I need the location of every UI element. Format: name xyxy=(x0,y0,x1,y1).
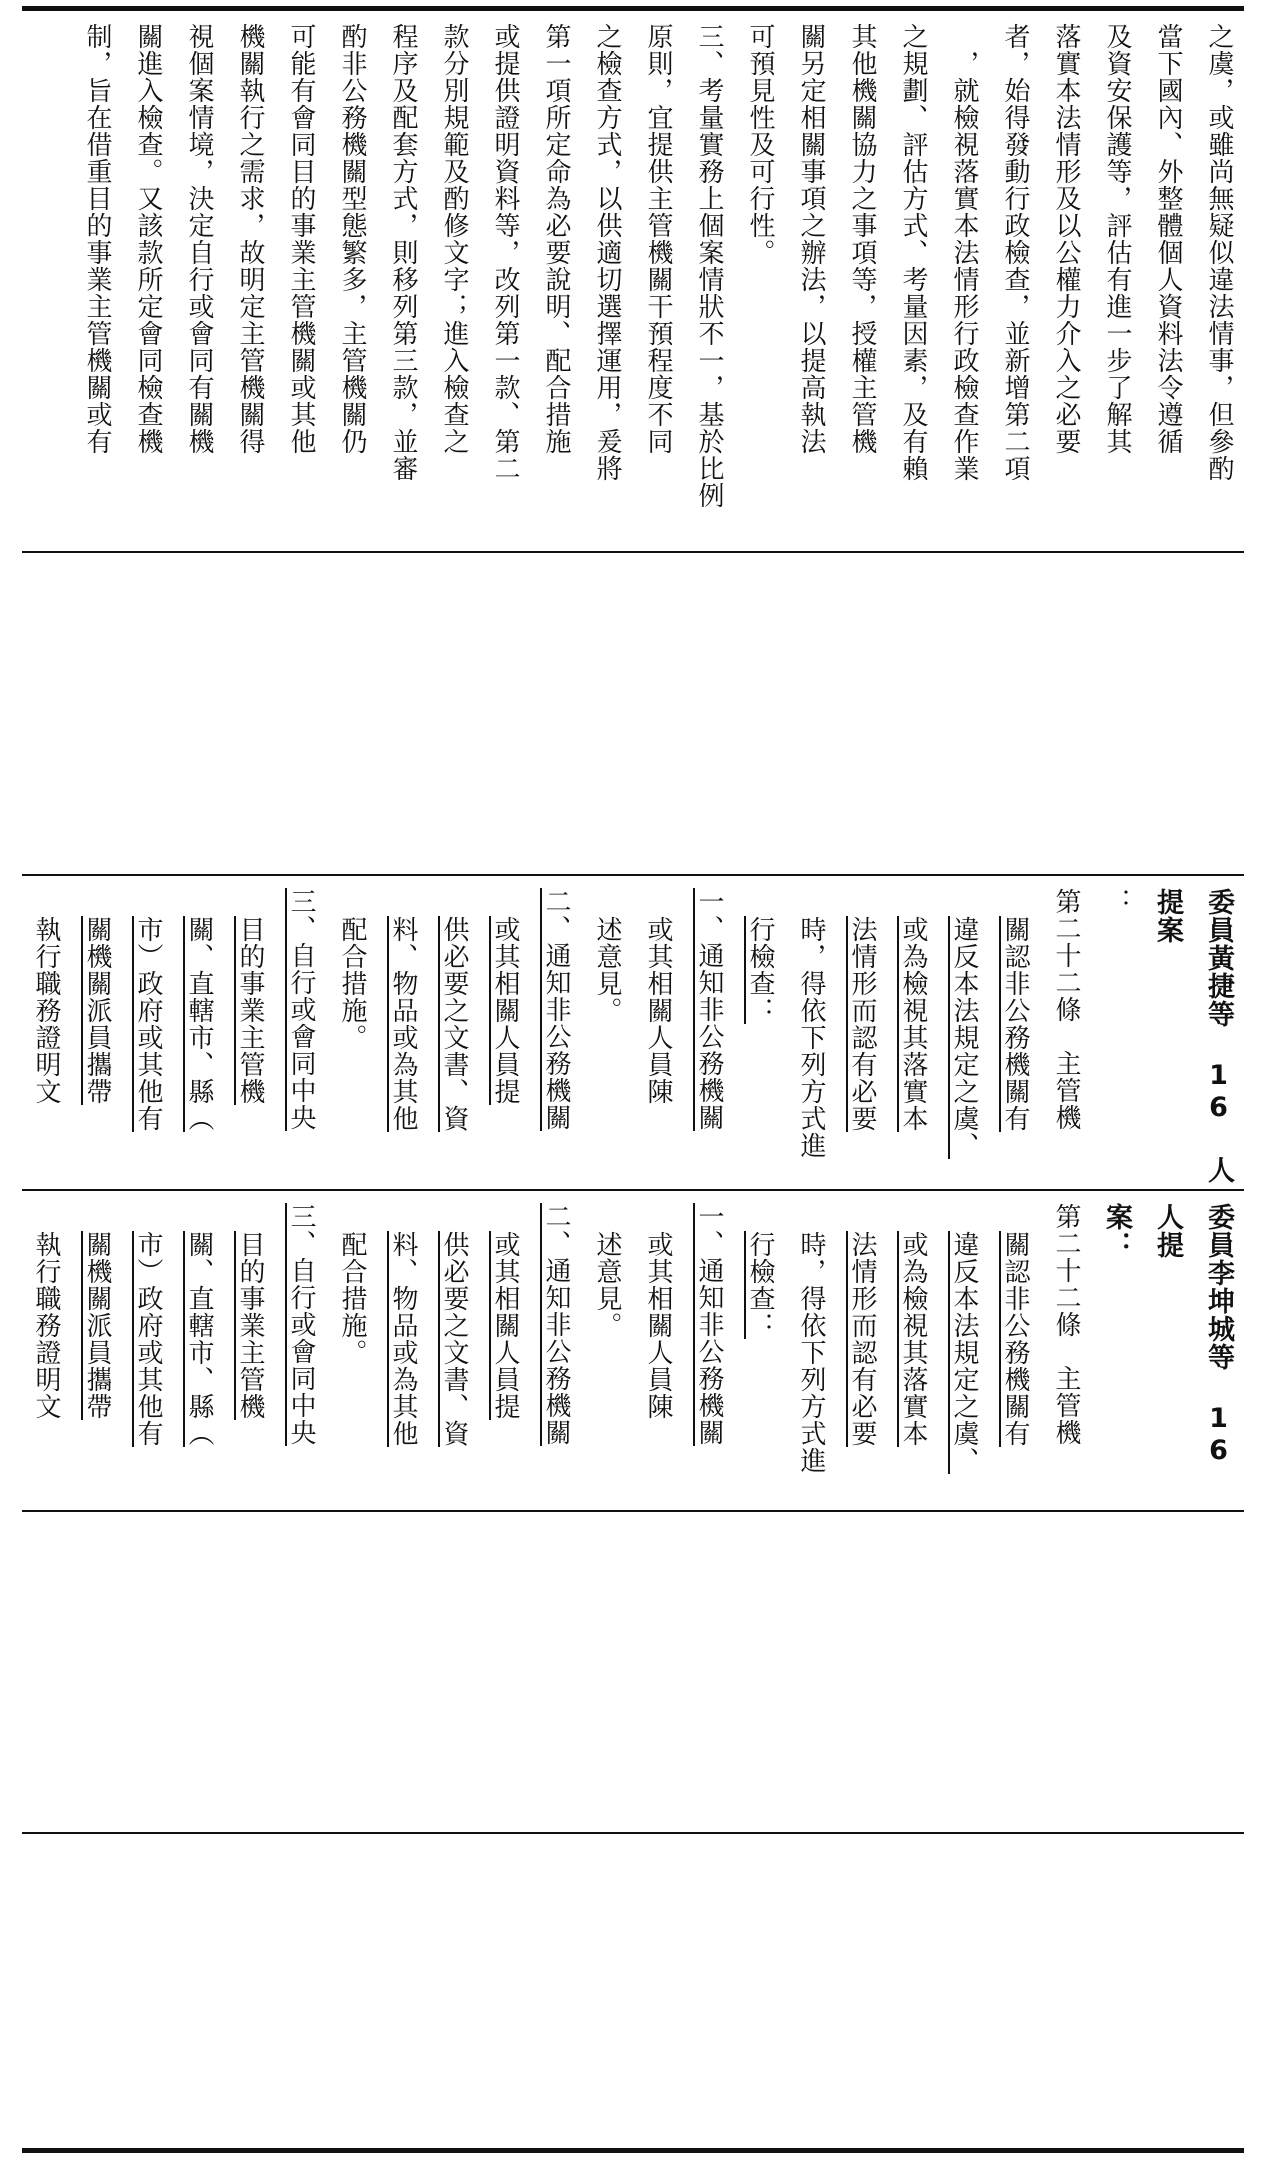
huang-proposal-colon: ： xyxy=(1102,888,1132,915)
explanation-cell xyxy=(22,11,1244,551)
article-line: 關、直轄市、縣（ xyxy=(184,1231,214,1447)
article-line: 關、直轄市、縣（ xyxy=(184,916,214,1132)
explanation-line: 其他機關協力之事項等，授權主管機 xyxy=(847,23,877,455)
article-line: 配合措施。 xyxy=(337,1231,367,1366)
article-line: 或其相關人員陳 xyxy=(643,916,673,1105)
article-line: 關機關派員攜帶 xyxy=(82,916,112,1105)
explanation-line: ，就檢視落實本法情形行政檢查作業 xyxy=(949,23,979,482)
article-line: 行檢查： xyxy=(745,916,775,1024)
article-line: 第二十二條 主管機 xyxy=(1051,888,1081,1131)
article-line: 目的事業主管機 xyxy=(235,916,265,1105)
explanation-line: 程序及配套方式，則移列第三款，並審 xyxy=(388,23,418,482)
explanation-line: 可能有會同目的事業主管機關或其他 xyxy=(286,23,316,455)
article-line: 違反本法規定之虞、 xyxy=(949,1231,979,1474)
explanation-line: 及資安保護等，評估有進一步了解其 xyxy=(1102,23,1132,455)
article-line: 執行職務證明文 xyxy=(31,1231,61,1420)
explanation-line: 可預見性及可行性。 xyxy=(745,23,775,266)
explanation-line: 視個案情境，決定自行或會同有關機 xyxy=(184,23,214,455)
explanation-line: 三、考量實務上個案情狀不一，基於比例 xyxy=(694,23,724,509)
huang-proposal-title: 委員黃捷等 16 人提案 xyxy=(1152,888,1234,1184)
article-line: 時，得依下列方式進 xyxy=(796,1231,826,1474)
bottom-border xyxy=(22,2148,1244,2153)
divider-1 xyxy=(22,551,1244,553)
explanation-line: 原則，宜提供主管機關干預程度不同 xyxy=(643,23,673,455)
li-proposal-title-cont: 案： xyxy=(1101,1203,1132,1259)
article-line: 或其相關人員陳 xyxy=(643,1231,673,1420)
explanation-line: 落實本法情形及以公權力介入之必要 xyxy=(1051,23,1081,455)
article-line: 供必要之文書、資 xyxy=(439,1231,469,1447)
explanation-line: 關另定相關事項之辦法，以提高執法 xyxy=(796,23,826,455)
li-proposal-title: 委員李坤城等 16 人提 xyxy=(1152,1203,1234,1467)
article-line: 法情形而認有必要 xyxy=(847,916,877,1132)
article-line: 或為檢視其落實本 xyxy=(898,1231,928,1447)
huang-proposal-cell xyxy=(22,876,1244,1189)
article-line: 述意見。 xyxy=(592,916,622,1024)
article-line: 料、物品或為其他 xyxy=(388,1231,418,1447)
explanation-line: 或提供證明資料等，改列第一款、第二 xyxy=(490,23,520,482)
explanation-line: 酌非公務機關型態繁多，主管機關仍 xyxy=(337,23,367,455)
explanation-line: 機關執行之需求，故明定主管機關得 xyxy=(235,23,265,455)
article-line: 二、通知非公務機關 xyxy=(541,888,571,1131)
article-line: 述意見。 xyxy=(592,1231,622,1339)
article-line: 一、通知非公務機關 xyxy=(694,888,724,1131)
article-line: 時，得依下列方式進 xyxy=(796,916,826,1159)
explanation-line: 關進入檢查。又該款所定會同檢查機 xyxy=(133,23,163,455)
explanation-line: 者，始得發動行政檢查，並新增第二項 xyxy=(1000,23,1030,482)
article-line: 供必要之文書、資 xyxy=(439,916,469,1132)
article-line: 目的事業主管機 xyxy=(235,1231,265,1420)
explanation-line: 之規劃、評估方式、考量因素，及有賴 xyxy=(898,23,928,482)
li-proposal-cell xyxy=(22,1191,1244,1510)
article-line: 第二十二條 主管機 xyxy=(1051,1203,1081,1446)
article-line: 或其相關人員提 xyxy=(490,916,520,1105)
article-line: 關認非公務機關有 xyxy=(1000,916,1030,1132)
article-line: 市）政府或其他有 xyxy=(133,916,163,1132)
divider-5 xyxy=(22,1832,1244,1834)
article-line: 執行職務證明文 xyxy=(31,916,61,1105)
article-line: 或其相關人員提 xyxy=(490,1231,520,1420)
divider-4 xyxy=(22,1510,1244,1512)
article-line: 配合措施。 xyxy=(337,916,367,1051)
article-line: 違反本法規定之虞、 xyxy=(949,916,979,1159)
article-line: 行檢查： xyxy=(745,1231,775,1339)
explanation-line: 之虞，或雖尚無疑似違法情事，但參酌 xyxy=(1204,23,1234,482)
explanation-line: 當下國內、外整體個人資料法令遵循 xyxy=(1153,23,1183,455)
article-line: 二、通知非公務機關 xyxy=(541,1203,571,1446)
article-line: 三、自行或會同中央 xyxy=(286,1203,316,1446)
article-line: 市）政府或其他有 xyxy=(133,1231,163,1447)
explanation-line: 第一項所定命為必要說明、配合措施 xyxy=(541,23,571,455)
explanation-line: 制，旨在借重目的事業主管機關或有 xyxy=(82,23,112,455)
article-line: 料、物品或為其他 xyxy=(388,916,418,1132)
article-line: 關認非公務機關有 xyxy=(1000,1231,1030,1447)
article-line: 三、自行或會同中央 xyxy=(286,888,316,1131)
article-line: 或為檢視其落實本 xyxy=(898,916,928,1132)
explanation-line: 款分別規範及酌修文字；進入檢查之 xyxy=(439,23,469,455)
explanation-line: 之檢查方式，以供適切選擇運用，爰將 xyxy=(592,23,622,482)
article-line: 關機關派員攜帶 xyxy=(82,1231,112,1420)
article-line: 一、通知非公務機關 xyxy=(694,1203,724,1446)
article-line: 法情形而認有必要 xyxy=(847,1231,877,1447)
